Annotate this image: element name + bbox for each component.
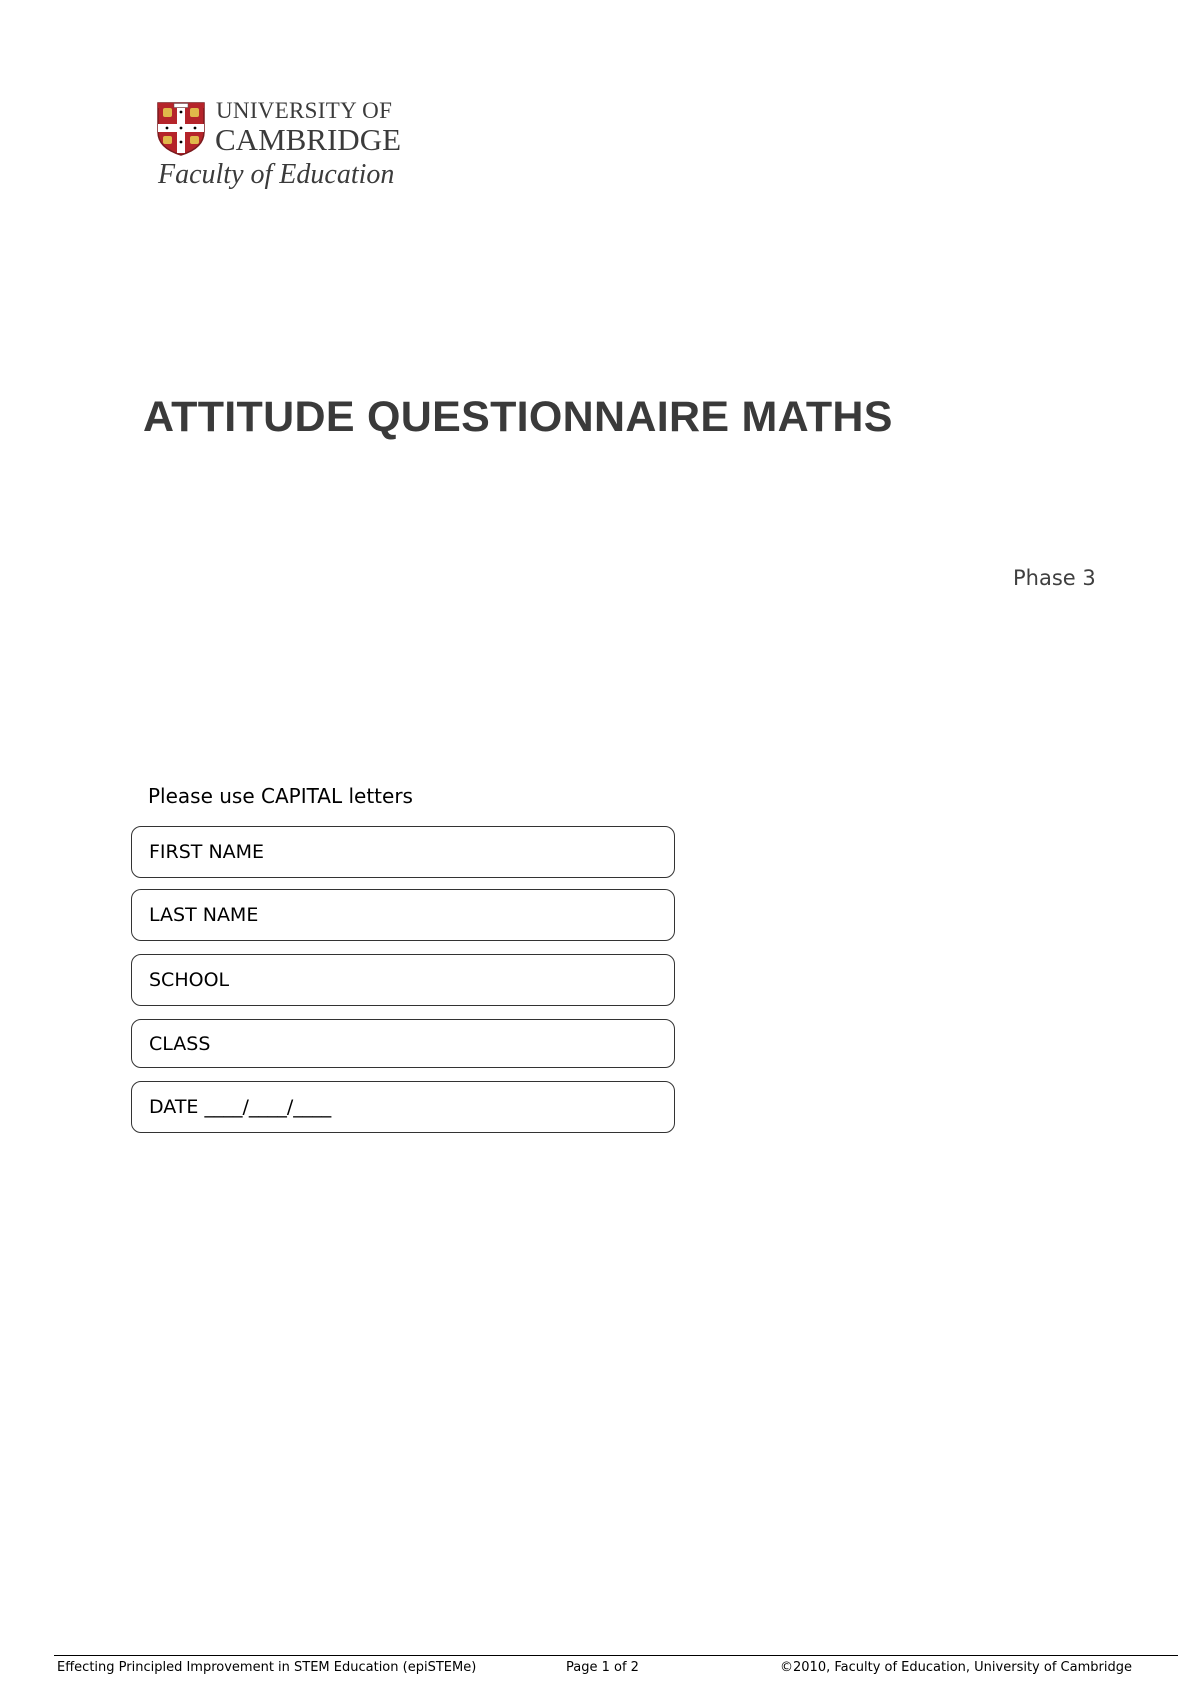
university-logo [157, 98, 427, 193]
school-field[interactable] [131, 954, 675, 1006]
university-shield-icon [157, 102, 205, 156]
date-field[interactable] [131, 1081, 675, 1133]
last-name-field[interactable] [131, 889, 675, 941]
class-label: CLASS [149, 1032, 211, 1055]
first-name-label: FIRST NAME [149, 841, 265, 863]
page-title: ATTITUDE QUESTIONNAIRE MATHS [143, 393, 893, 441]
class-field[interactable] [131, 1019, 675, 1068]
footer-project: Effecting Principled Improvement in STEM Education (epiSTEMe) [57, 1660, 477, 1675]
date-label: DATE ____/____/____ [149, 1096, 332, 1118]
footer-copyright: ©2010, Faculty of Education, University of Cambridge [780, 1660, 1132, 1675]
phase-label: Phase 3 [1013, 566, 1096, 590]
first-name-field[interactable] [131, 826, 675, 878]
footer-page-number: Page 1 of 2 [566, 1660, 639, 1675]
last-name-label: LAST NAME [149, 904, 259, 926]
logo-university-of: UNIVERSITY OF [216, 98, 393, 123]
logo-faculty: Faculty of Education [158, 159, 395, 190]
logo-cambridge: CAMBRIDGE [215, 122, 402, 157]
footer-divider [54, 1655, 1178, 1656]
form-instruction: Please use CAPITAL letters [148, 784, 413, 808]
school-label: SCHOOL [149, 969, 230, 991]
